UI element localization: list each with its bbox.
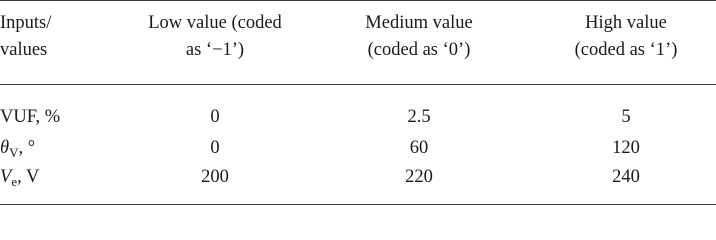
- row-vuf-high: 5: [621, 107, 631, 127]
- theta-unit: , °: [18, 138, 36, 158]
- row-ve-low: 200: [201, 167, 229, 187]
- header-col3-line2: (coded as ‘1’): [574, 40, 678, 60]
- row-ve-label: [0, 164, 39, 195]
- header-col3-line1: High value: [585, 13, 667, 33]
- row-ve-medium: 220: [405, 167, 433, 187]
- header-medium-value: [334, 10, 504, 64]
- header-col1-line1: Low value (coded: [148, 13, 282, 33]
- header-col0-line1: Inputs/: [0, 13, 52, 33]
- row-theta-high: 120: [612, 138, 640, 158]
- header-inputs-values: [0, 10, 51, 64]
- table-bottom-rule: [0, 204, 716, 205]
- row-theta-label: [0, 135, 35, 166]
- row-ve-high: 240: [612, 167, 640, 187]
- header-low-value: [114, 10, 316, 64]
- table-top-rule: [0, 0, 716, 1]
- header-col0-line2: values: [0, 40, 48, 60]
- row-vuf-label: VUF, %: [0, 107, 61, 127]
- header-high-value: [536, 10, 716, 64]
- table-header-rule: [0, 84, 716, 85]
- header-col2-line2: (coded as ‘0’): [367, 40, 471, 60]
- theta-subscript: V: [9, 145, 19, 160]
- ve-symbol: V: [0, 167, 12, 187]
- row-vuf-medium: 2.5: [407, 107, 431, 127]
- header-col2-line1: Medium value: [365, 13, 473, 33]
- theta-symbol: θ: [0, 138, 10, 158]
- row-theta-low: 0: [210, 138, 220, 158]
- ve-subscript: e: [11, 174, 18, 189]
- row-theta-medium: 60: [409, 138, 429, 158]
- header-col1-line2: as ‘−1’): [185, 40, 245, 60]
- ve-unit: , V: [17, 167, 40, 187]
- row-vuf-low: 0: [210, 107, 220, 127]
